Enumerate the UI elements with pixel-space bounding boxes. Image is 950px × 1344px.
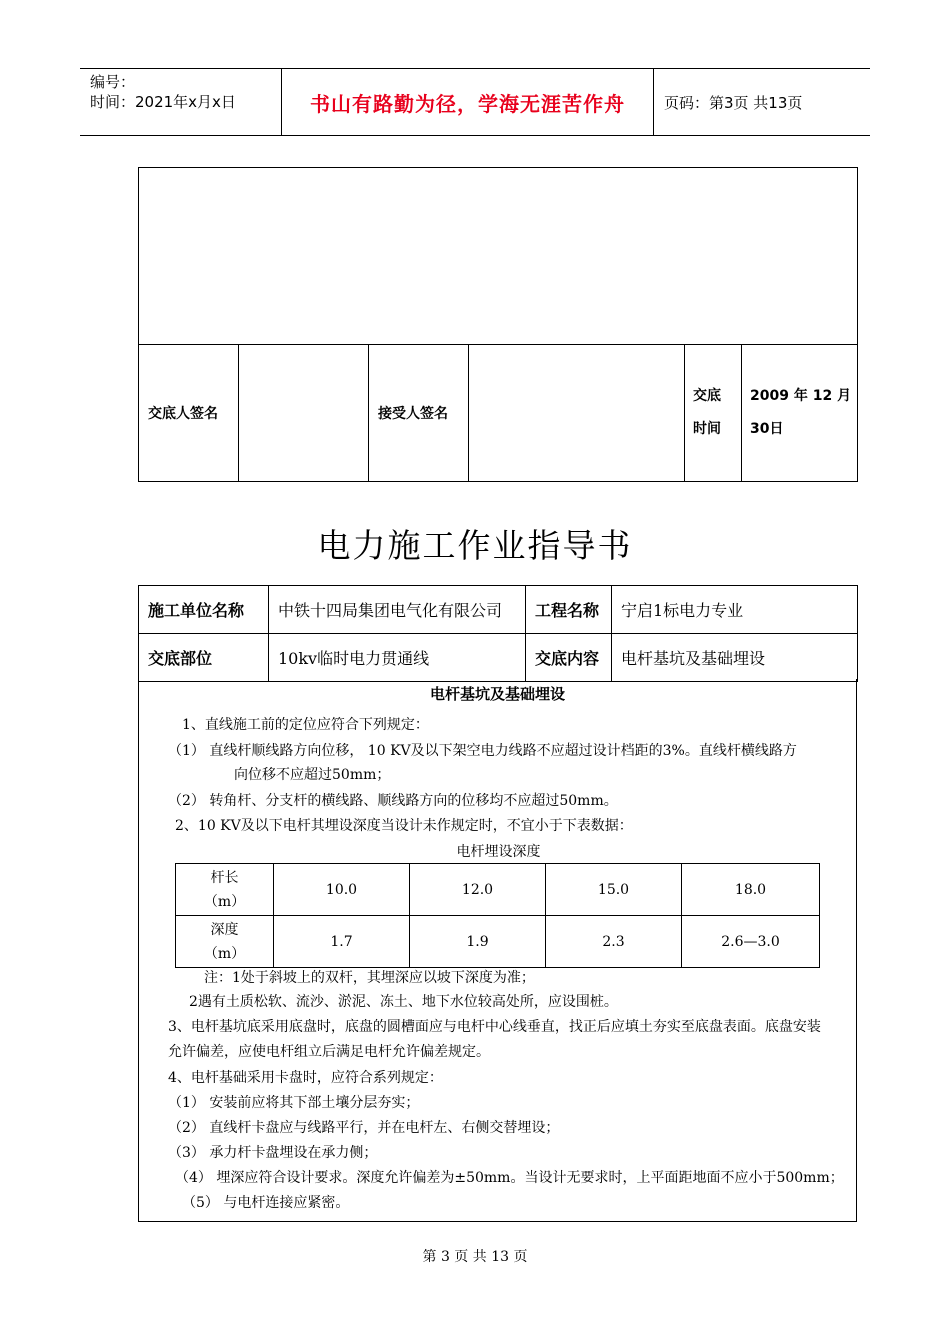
- page-footer: 第 3 页 共 13 页: [422, 1249, 528, 1265]
- page-header: [80, 68, 870, 136]
- paragraph-4-5: （5） 与电杆连接应紧密。: [182, 1195, 350, 1211]
- pole-length-header-2: （m）: [203, 893, 246, 910]
- number-label: 编号：: [90, 73, 136, 91]
- depth-header-1: 深度: [210, 921, 239, 938]
- pole-length-cell: 10.0: [274, 864, 410, 916]
- giver-sign-field[interactable]: [239, 345, 369, 482]
- pole-length-cell: 18.0: [682, 864, 820, 916]
- project-label: 工程名称: [526, 586, 612, 634]
- header-page-label: 页码：第3页 共13页: [664, 93, 803, 112]
- depth-cell: 1.7: [274, 916, 410, 968]
- paragraph-2: 2、10 KV及以下电杆其埋设深度当设计未作规定时，不宜小于下表数据：: [175, 818, 633, 834]
- handover-date-line-1: 2009 年 12 月: [750, 388, 852, 404]
- signature-blank-area: [139, 168, 858, 345]
- content-box: [138, 679, 857, 1222]
- header-left: [80, 69, 282, 135]
- note-2: 2遇有土质松软、流沙、淤泥、冻土、地下水位较高处所，应设围桩。: [189, 994, 618, 1010]
- document-title: 电力施工作业指导书: [317, 526, 633, 565]
- depth-header-2: （m）: [203, 945, 246, 962]
- paragraph-1: 1、直线施工前的定位应符合下列规定：: [182, 717, 429, 733]
- handover-date: [742, 345, 858, 482]
- paragraph-4-2: （2） 直线杆卡盘应与线路平行，并在电杆左、右侧交替埋设；: [168, 1120, 560, 1136]
- depth-cell: 2.3: [546, 916, 682, 968]
- depth-cell: 1.9: [410, 916, 546, 968]
- paragraph-4-1: （1） 安装前应将其下部土壤分层夯实；: [168, 1095, 420, 1111]
- receiver-sign-field[interactable]: [469, 345, 685, 482]
- handover-time-label: [685, 345, 742, 482]
- paragraph-1-1b: 向位移不应超过50mm；: [234, 767, 391, 783]
- paragraph-4: 4、电杆基础采用卡盘时，应符合系列规定：: [168, 1070, 443, 1086]
- pole-length-header-1: 杆长: [210, 869, 239, 886]
- paragraph-4-4: （4） 埋深应符合设计要求。深度允许偏差为±50mm。当设计无要求时，上平面距地面不应小于500mm；: [175, 1170, 844, 1186]
- unit-label: 施工单位名称: [139, 586, 269, 634]
- depth-cell: 2.6—3.0: [682, 916, 820, 968]
- part-value: 10kv临时电力贯通线: [269, 634, 526, 682]
- header-motto: 书山有路勤为径，学海无涯苦作舟: [282, 69, 654, 135]
- section-title: 电杆基坑及基础埋设: [429, 685, 565, 703]
- pole-length-cell: 15.0: [546, 864, 682, 916]
- content-value: 电杆基坑及基础埋设: [612, 634, 858, 682]
- info-table: [138, 585, 858, 682]
- giver-sign-label: 交底人签名: [139, 345, 239, 482]
- signature-table: [138, 167, 858, 482]
- paragraph-3a: 3、电杆基坑底采用底盘时，底盘的圆槽面应与电杆中心线垂直，找正后应填土夯实至底盘表面。底盘安装: [168, 1019, 821, 1035]
- pole-length-header: [176, 864, 274, 916]
- project-value: 宁启1标电力专业: [612, 586, 858, 634]
- depth-table-caption: 电杆埋设深度: [456, 844, 541, 860]
- part-label: 交底部位: [139, 634, 269, 682]
- handover-time-label-1: 交底: [693, 388, 721, 404]
- time-label: 时间：2021年x月x日: [90, 93, 236, 111]
- note-1: 注：1处于斜坡上的双杆，其埋深应以坡下深度为准；: [204, 970, 535, 986]
- paragraph-3b: 允许偏差，应使电杆组立后满足电杆允许偏差规定。: [168, 1044, 490, 1060]
- unit-value: 中铁十四局集团电气化有限公司: [269, 586, 526, 634]
- handover-date-line-2: 30日: [750, 421, 784, 437]
- table-row: [176, 864, 820, 916]
- paragraph-4-3: （3） 承力杆卡盘埋设在承力侧；: [168, 1145, 378, 1161]
- depth-table: [175, 863, 820, 968]
- paragraph-1-1a: （1） 直线杆顺线路方向位移， 10 KV及以下架空电力线路不应超过设计档距的3%。直线杆横线路方: [168, 743, 797, 759]
- pole-length-cell: 12.0: [410, 864, 546, 916]
- depth-header: [176, 916, 274, 968]
- content-label: 交底内容: [526, 634, 612, 682]
- table-row: [176, 916, 820, 968]
- paragraph-1-2: （2） 转角杆、分支杆的横线路、顺线路方向的位移均不应超过50mm。: [168, 793, 618, 809]
- receiver-sign-label: 接受人签名: [369, 345, 469, 482]
- handover-time-label-2: 时间: [693, 421, 721, 437]
